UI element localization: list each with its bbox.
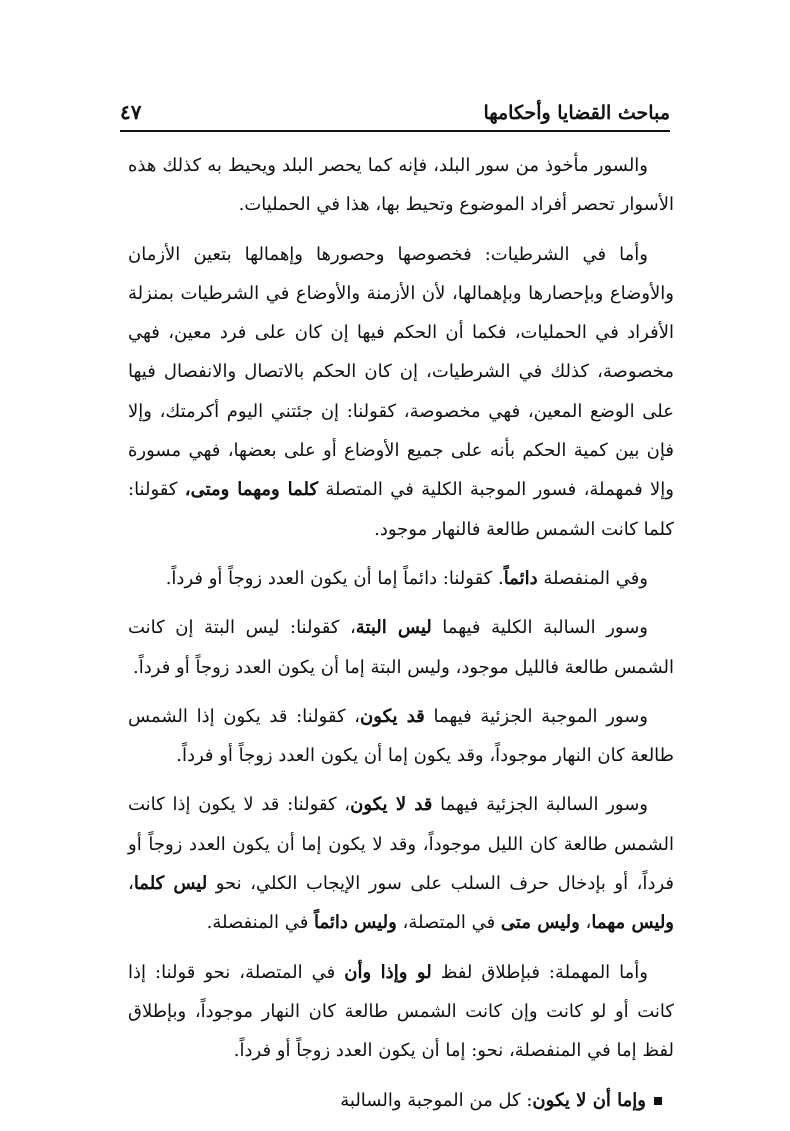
bold-term: كلما ومهما ومتى، <box>184 479 319 501</box>
text-run: في المتصلة، نحو قولنا: إذا كانت أو لو كانت وإن كانت الشمس طالعة كان النهار موجوداً، وبإطلاق لفظ إما في المنفصلة، نحو: إما أن يكون العدد زوجاً أو فرداً. <box>128 961 674 1062</box>
bullet-square-icon <box>654 1097 662 1105</box>
bold-term: وليس متى <box>500 912 580 934</box>
bold-term: ليس كلما <box>133 873 208 895</box>
page-number: ٤٧ <box>120 100 142 124</box>
running-title: مباحث القضايا وأحكامها <box>483 102 670 124</box>
header-rule <box>120 130 670 132</box>
paragraph-p3 <box>128 559 674 598</box>
bold-term: وليس مهما <box>591 912 674 934</box>
paragraph-p7 <box>128 953 674 1071</box>
bold-term: وليس دائماً <box>314 912 397 934</box>
text-run: وأما المهملة: فبإطلاق لفظ <box>431 961 648 983</box>
text-run: ، <box>128 873 134 895</box>
bold-term: قد لا يكون <box>350 794 433 816</box>
bold-term: لو وإذا وأن <box>344 961 432 983</box>
text-run: والسور مأخوذ من سور البلد، فإنه كما يحصر البلد ويحيط به كذلك هذه الأسوار تحصر أفراد الموضوع وتحيط بها، هذا في الحمليات. <box>128 155 674 216</box>
paragraph-p5 <box>128 697 674 776</box>
text-run: وأما في الشرطيات: فخصوصها وحصورها وإهمالها بتعين الأزمان والأوضاع وبإحصارها وبإهمالها، لأن الأزمنة والأوضاع في الشرطيات بمنزلة الأفراد في الحمليات، فكما أن الحكم فيها إن كان على فرد معين، فهي مخصوصة، كذلك في الشرطيات، إن كان الحكم بالاتصال والانفصال فيها على الوضع المعين، فهي مخصوصة، كقولنا: إن جئتني اليوم أكرمتك، وإلا فإن بين كمية الحكم بأنه على جميع الأوضاع أو على بعضها، فهي مسورة وإلا فمهملة، فسور الموجبة الكلية في المتصلة <box>128 243 674 501</box>
text-run: ، كقولنا: ليس البتة إن كانت الشمس طالعة فالليل موجود، وليس البتة إما أن يكون العدد زوجاً أو فرداً. <box>128 617 674 678</box>
bold-term: وإما أن لا يكون <box>532 1089 646 1111</box>
paragraph-p1 <box>128 146 674 225</box>
paragraph-p8 <box>128 1081 674 1120</box>
text-run: ، <box>579 912 592 934</box>
text-run: وسور السالبة الجزئية فيهما <box>432 794 648 816</box>
text-run: . كقولنا: دائماً إما أن يكون العدد زوجاً أو فرداً. <box>165 567 504 589</box>
text-run: في المتصلة، <box>396 912 501 934</box>
bold-term: دائماً <box>503 567 538 589</box>
text-run: ، كقولنا: قد لا يكون إذا كانت الشمس طالعة كان الليل موجوداً، وقد لا يكون إما أن يكون العدد زوجاً أو فرداً، أو بإدخال حرف السلب على سور الإيجاب الكلي، نحو <box>128 794 674 895</box>
text-run: ، كقولنا: قد يكون إذا الشمس طالعة كان النهار موجوداً، وقد يكون إما أن يكون العدد زوجاً أو فرداً. <box>128 705 674 767</box>
paragraph-p6 <box>128 785 674 942</box>
running-header <box>120 92 670 124</box>
paragraph-p2 <box>128 235 674 549</box>
page-body <box>128 146 674 1130</box>
bold-term: ليس البتة <box>355 617 432 639</box>
text-run: وسور السالبة الكلية فيهما <box>431 617 648 639</box>
text-run: : كل من الموجبة والسالبة <box>340 1089 533 1111</box>
bold-term: قد يكون <box>360 705 425 727</box>
text-run: وسور الموجبة الجزئية فيهما <box>424 705 649 727</box>
paragraph-p4 <box>128 608 674 687</box>
text-run: كقولنا: كلما كانت الشمس طالعة فالنهار موجود. <box>128 479 674 540</box>
text-run: وفي المنفصلة <box>537 567 648 589</box>
text-run: في المنفصلة. <box>206 912 315 934</box>
